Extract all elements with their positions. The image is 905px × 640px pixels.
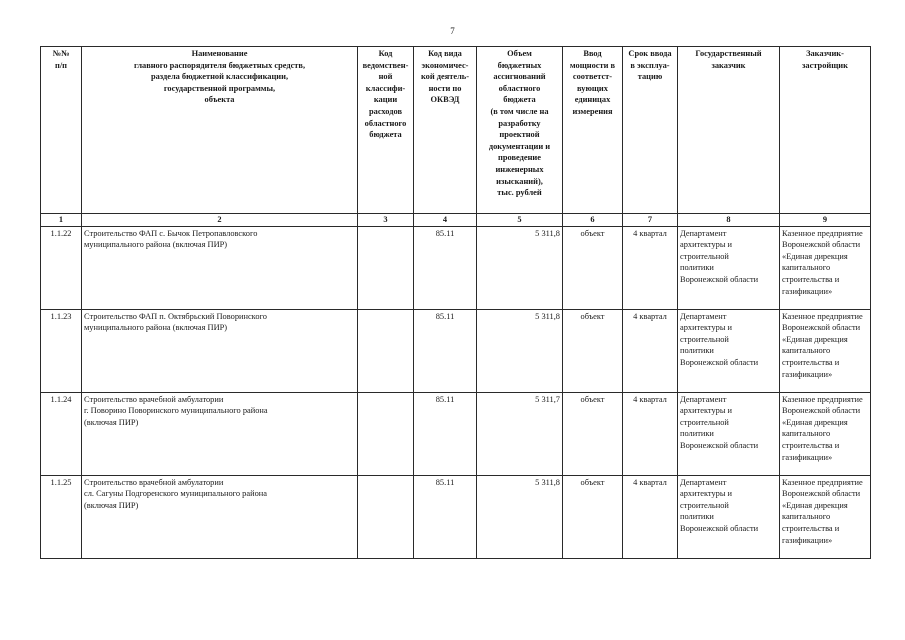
okved-code: 85.11 xyxy=(414,309,477,392)
table-header xyxy=(41,47,871,214)
header-dept-code: Код ведомствен- ной классифи- кации расходов областного бюджета xyxy=(358,47,414,214)
object-name: Строительство ФАП с. Бычок Петропавловского муниципального района (включая ПИР) xyxy=(82,226,358,309)
budget-table xyxy=(40,46,871,559)
column-number: 3 xyxy=(358,214,414,227)
header-index: №№ п/п xyxy=(41,47,82,214)
column-number: 7 xyxy=(623,214,678,227)
dept-code xyxy=(358,475,414,558)
capacity-unit: объект xyxy=(563,475,623,558)
table-row xyxy=(41,309,871,392)
row-index: 1.1.25 xyxy=(41,475,82,558)
dept-code xyxy=(358,392,414,475)
dept-code xyxy=(358,309,414,392)
column-number-row xyxy=(41,214,871,227)
budget-volume: 5 311,7 xyxy=(477,392,563,475)
column-number: 1 xyxy=(41,214,82,227)
row-index: 1.1.23 xyxy=(41,309,82,392)
commissioning-term: 4 квартал xyxy=(623,309,678,392)
okved-code: 85.11 xyxy=(414,226,477,309)
header-capacity: Ввод мощности в соответст- вующих единицах измерения xyxy=(563,47,623,214)
object-name: Строительство ФАП п. Октябрьский Поворинского муниципального района (включая ПИР) xyxy=(82,309,358,392)
column-number: 6 xyxy=(563,214,623,227)
header-name: Наименование главного распорядителя бюджетных средств, раздела бюджетной классификации, государственной программы, объекта xyxy=(82,47,358,214)
table-row xyxy=(41,392,871,475)
budget-volume: 5 311,8 xyxy=(477,226,563,309)
table-row xyxy=(41,226,871,309)
object-name: Строительство врачебной амбулатории сл. Сагуны Подгоренского муниципального района (включая ПИР) xyxy=(82,475,358,558)
capacity-unit: объект xyxy=(563,309,623,392)
table-row xyxy=(41,475,871,558)
state-customer: Департамент архитектуры и строительной политики Воронежской области xyxy=(678,309,780,392)
commissioning-term: 4 квартал xyxy=(623,475,678,558)
customer-developer: Казенное предприятие Воронежской области «Единая дирекция капитального строительства и газификации» xyxy=(780,392,871,475)
commissioning-term: 4 квартал xyxy=(623,226,678,309)
customer-developer: Казенное предприятие Воронежской области «Единая дирекция капитального строительства и газификации» xyxy=(780,226,871,309)
okved-code: 85.11 xyxy=(414,475,477,558)
column-number: 8 xyxy=(678,214,780,227)
header-developer: Заказчик- застройщик xyxy=(780,47,871,214)
state-customer: Департамент архитектуры и строительной политики Воронежской области xyxy=(678,475,780,558)
state-customer: Департамент архитектуры и строительной политики Воронежской области xyxy=(678,392,780,475)
column-number: 5 xyxy=(477,214,563,227)
column-number: 9 xyxy=(780,214,871,227)
customer-developer: Казенное предприятие Воронежской области «Единая дирекция капитального строительства и газификации» xyxy=(780,309,871,392)
header-customer: Государственный заказчик xyxy=(678,47,780,214)
customer-developer: Казенное предприятие Воронежской области «Единая дирекция капитального строительства и газификации» xyxy=(780,475,871,558)
header-term: Срок ввода в эксплуа- тацию xyxy=(623,47,678,214)
budget-volume: 5 311,8 xyxy=(477,309,563,392)
object-name: Строительство врачебной амбулатории г. Поворино Поворинского муниципального района (включая ПИР) xyxy=(82,392,358,475)
header-okved: Код вида экономичес- кой деятель- ности по ОКВЭД xyxy=(414,47,477,214)
commissioning-term: 4 квартал xyxy=(623,392,678,475)
budget-volume: 5 311,8 xyxy=(477,475,563,558)
row-index: 1.1.22 xyxy=(41,226,82,309)
column-number: 4 xyxy=(414,214,477,227)
row-index: 1.1.24 xyxy=(41,392,82,475)
okved-code: 85.11 xyxy=(414,392,477,475)
header-row xyxy=(41,47,871,214)
header-volume: Объем бюджетных ассигнований областного бюджета (в том числе на разработку проектной документации и проведение инженерных изысканий), тыс. рублей xyxy=(477,47,563,214)
state-customer: Департамент архитектуры и строительной политики Воронежской области xyxy=(678,226,780,309)
capacity-unit: объект xyxy=(563,392,623,475)
column-number: 2 xyxy=(82,214,358,227)
capacity-unit: объект xyxy=(563,226,623,309)
dept-code xyxy=(358,226,414,309)
page-number: 7 xyxy=(450,26,455,36)
